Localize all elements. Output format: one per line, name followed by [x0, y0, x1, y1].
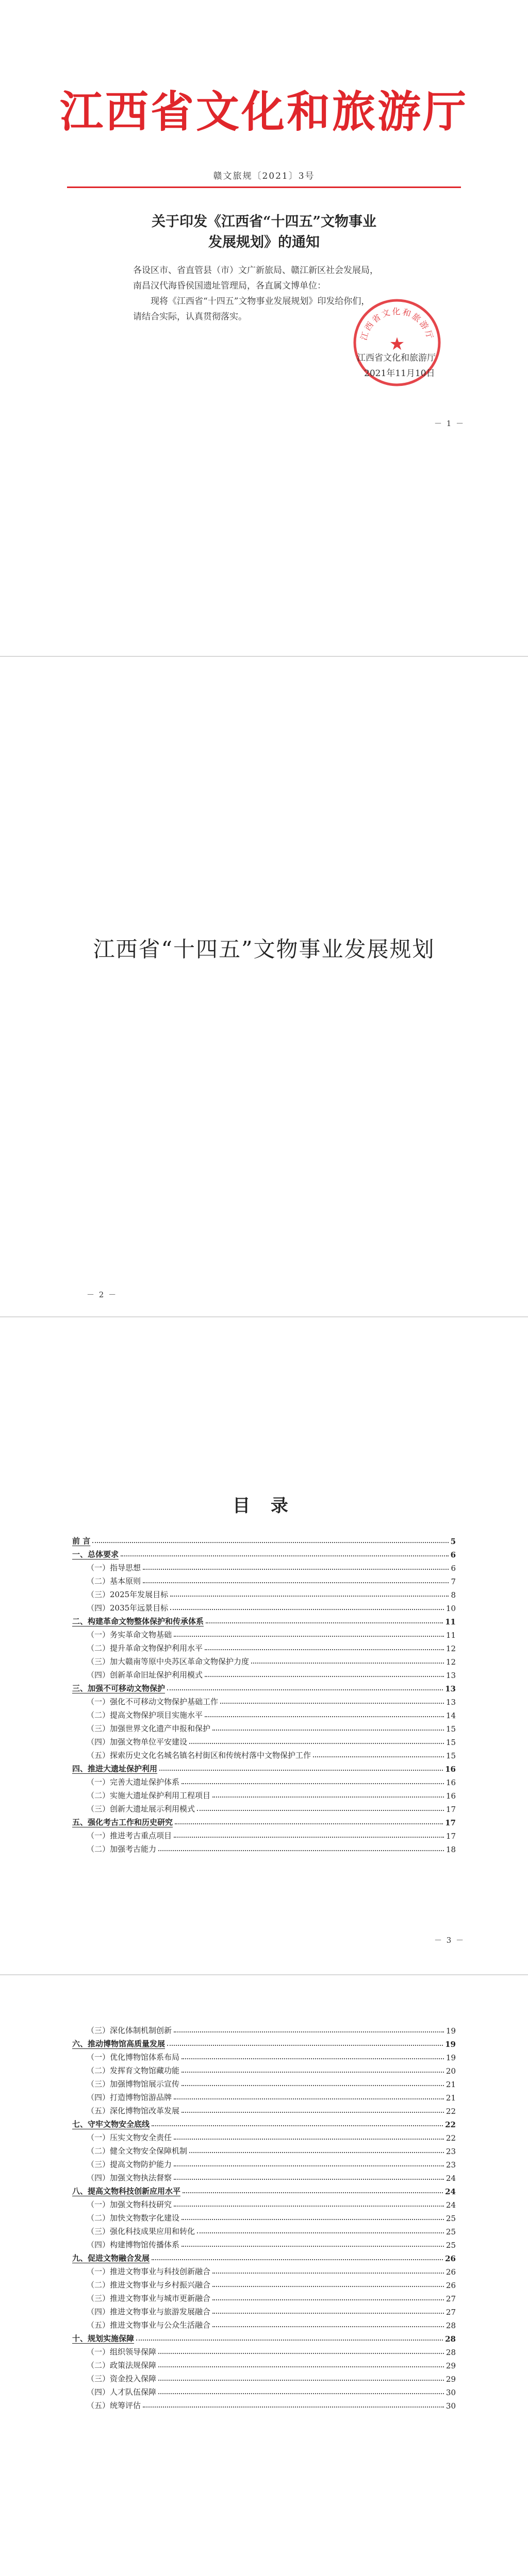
body-line1: 现将《江西省“十四五”文物事业发展规划》印发给你们，: [151, 296, 370, 307]
toc-entry[interactable]: [72, 2250, 456, 2263]
toc-entry-label: （一）加强文物科技研究: [87, 2200, 172, 2209]
toc-entry[interactable]: [72, 2156, 456, 2170]
toc-entry-label: （五）统筹评估: [87, 2401, 141, 2410]
toc-entry-page: 26: [446, 2281, 456, 2290]
toc-leader-dots: [159, 1770, 443, 1771]
toc-entry-label: （一）指导思想: [87, 1563, 141, 1572]
toc-leader-dots: [158, 2353, 444, 2354]
toc-entry-label: （四）加强文物执法督察: [87, 2173, 172, 2182]
toc-entry-page: 30: [446, 2388, 456, 2397]
toc-leader-dots: [167, 1689, 443, 1690]
toc-entry-page: 17: [446, 1805, 456, 1814]
toc-entry[interactable]: [72, 1640, 456, 1653]
toc-leader-dots: [152, 2125, 443, 2126]
toc-entry-label: （三）2025年发展目标: [87, 1590, 169, 1599]
toc-entry-label: （三）创新大遗址展示利用模式: [87, 1804, 195, 1814]
toc-leader-dots: [212, 2299, 444, 2300]
toc-leader-dots: [205, 1716, 444, 1717]
toc-leader-dots: [182, 2112, 444, 2113]
toc-list: [72, 1533, 456, 1854]
toc-entry[interactable]: [72, 2036, 456, 2049]
toc-entry-label: （三）资金投入保障: [87, 2374, 157, 2383]
toc-entry-label: 七、守牢文物安全底线: [72, 2120, 150, 2129]
addressee-line1: 各设区市、省直管县（市）文广新旅局、赣江新区社会发展局，: [133, 265, 378, 276]
toc-entry[interactable]: [72, 1533, 456, 1546]
toc-entry-page: 25: [446, 2241, 456, 2250]
toc-entry-label: （四）创新革命旧址保护利用模式: [87, 1670, 203, 1680]
toc-entry[interactable]: [72, 2170, 456, 2183]
toc-entry-label: （四）加强文物单位平安建设: [87, 1737, 188, 1747]
page-separator: [0, 1974, 528, 1975]
toc-leader-dots: [121, 1555, 449, 1556]
toc-leader-dots: [174, 2179, 444, 2180]
toc-entry-label: （三）提高文物防护能力: [87, 2160, 172, 2169]
page-separator: [0, 1316, 528, 1317]
toc-entry-label: （二）推进文物事业与乡村振兴融合: [87, 2280, 211, 2290]
toc-leader-dots: [212, 2313, 444, 2314]
toc-entry-label: 五、强化考古工作和历史研究: [72, 1818, 173, 1827]
toc-entry-label: （三）深化体制机制创新: [87, 2026, 172, 2035]
page-number-2: － 2 －: [87, 1290, 118, 1299]
toc-leader-dots: [174, 1837, 444, 1838]
toc-entry[interactable]: [72, 1546, 456, 1560]
toc-entry-page: 14: [446, 1711, 456, 1720]
toc-entry[interactable]: [72, 2196, 456, 2210]
toc-entry-label: （二）健全文物安全保障机制: [87, 2146, 188, 2156]
toc-entry-page: 15: [446, 1738, 456, 1747]
toc-entry-label: 三、加强不可移动文物保护: [72, 1684, 166, 1693]
toc-entry[interactable]: [72, 1680, 456, 1693]
toc-leader-dots: [143, 1582, 449, 1583]
toc-entry[interactable]: [72, 2317, 456, 2330]
toc-entry-page: 5: [450, 1537, 456, 1546]
toc-entry[interactable]: [72, 2236, 456, 2250]
toc-entry[interactable]: [72, 1600, 456, 1613]
toc-entry-page: 26: [446, 2267, 456, 2277]
toc-leader-dots: [206, 1622, 443, 1623]
toc-entry[interactable]: [72, 1560, 456, 1573]
toc-entry-label: 前 言: [72, 1536, 91, 1546]
toc-entry-page: 23: [446, 2160, 456, 2170]
toc-entry[interactable]: [72, 2089, 456, 2103]
toc-leader-dots: [220, 1703, 444, 1704]
toc-leader-dots: [212, 2286, 444, 2287]
toc-leader-dots: [189, 1743, 444, 1744]
toc-leader-dots: [170, 1609, 444, 1610]
toc-entry-page: 12: [446, 1644, 456, 1653]
toc-entry-page: 11: [446, 1631, 456, 1640]
toc-leader-dots: [175, 1823, 443, 1824]
toc-entry-page: 22: [446, 2107, 456, 2116]
toc-leader-dots: [182, 2058, 444, 2059]
toc-entry[interactable]: [72, 1747, 456, 1760]
toc-entry-page: 8: [451, 1590, 456, 1600]
toc-leader-dots: [143, 2406, 444, 2408]
toc-leader-dots: [251, 1663, 444, 1664]
toc-entry-page: 16: [445, 1765, 456, 1774]
toc-entry-page: 19: [445, 2040, 456, 2049]
toc-entry-page: 13: [446, 1698, 456, 1707]
toc-entry-label: （二）提升革命文物保护利用水平: [87, 1643, 203, 1653]
toc-entry-label: （一）完善大遗址保护体系: [87, 1777, 180, 1787]
toc-entry[interactable]: [72, 1827, 456, 1841]
toc-entry[interactable]: [72, 1760, 456, 1774]
red-divider: [67, 187, 461, 188]
toc-leader-dots: [158, 2393, 444, 2394]
toc-entry-label: （二）发挥育文物馆藏功能: [87, 2066, 180, 2075]
toc-entry[interactable]: [72, 1787, 456, 1801]
toc-entry-page: 19: [446, 2026, 456, 2036]
toc-entry-page: 21: [446, 2080, 456, 2089]
toc-leader-dots: [212, 2326, 444, 2327]
toc-leader-dots: [174, 2165, 444, 2166]
toc-entry-page: 10: [446, 1604, 456, 1613]
toc-entry-page: 21: [446, 2093, 456, 2103]
toc-entry-page: 28: [446, 2348, 456, 2357]
toc-entry[interactable]: [72, 2143, 456, 2156]
toc-leader-dots: [183, 2192, 443, 2193]
toc-entry-page: 16: [446, 1778, 456, 1787]
toc-entry[interactable]: [72, 1653, 456, 1667]
seal-text: 江西省文化和旅游厅: [358, 307, 436, 342]
toc-entry-page: 6: [451, 1564, 456, 1573]
toc-leader-dots: [205, 1676, 444, 1677]
toc-leader-dots: [197, 2232, 444, 2233]
plan-title: 江西省“十四五”文物事业发展规划: [93, 937, 435, 962]
toc-entry-page: 24: [446, 2200, 456, 2210]
toc-entry-page: 15: [446, 1751, 456, 1760]
toc-entry[interactable]: [72, 2277, 456, 2290]
toc-leader-dots: [182, 2246, 444, 2247]
toc-leader-dots: [174, 2031, 444, 2032]
toc-leader-dots: [158, 2366, 444, 2367]
toc-entry-page: 30: [446, 2401, 456, 2411]
toc-entry-page: 15: [446, 1724, 456, 1734]
toc-entry[interactable]: [72, 1667, 456, 1680]
toc-entry-page: 28: [446, 2321, 456, 2330]
toc-entry-page: 13: [445, 1684, 456, 1693]
toc-leader-dots: [313, 1756, 444, 1757]
toc-entry[interactable]: [72, 2049, 456, 2062]
toc-entry-page: 24: [445, 2187, 456, 2196]
page-separator: [0, 656, 528, 657]
toc-entry-page: 16: [446, 1791, 456, 1801]
signing-organization: 江西省文化和旅游厅: [357, 353, 436, 363]
toc-entry-page: 20: [446, 2066, 456, 2076]
toc-entry-label: （一）推进文物事业与科技创新融合: [87, 2267, 211, 2276]
toc-entry-page: 27: [446, 2308, 456, 2317]
toc-entry-page: 25: [446, 2227, 456, 2236]
toc-entry[interactable]: [72, 2370, 456, 2384]
toc-leader-dots: [143, 1569, 449, 1570]
toc-leader-dots: [182, 2219, 444, 2220]
toc-entry-page: 25: [446, 2214, 456, 2223]
toc-entry[interactable]: [72, 1586, 456, 1600]
notice-title-line1: 关于印发《江西省“十四五”文物事业: [151, 214, 377, 230]
toc-leader-dots: [167, 2045, 443, 2046]
toc-entry-label: （四）构建博物馆传播体系: [87, 2240, 180, 2249]
toc-entry[interactable]: [72, 2129, 456, 2143]
toc-entry-label: （四）打造博物馆游品牌: [87, 2093, 172, 2102]
toc-leader-dots: [182, 2072, 444, 2073]
toc-entry[interactable]: [72, 2210, 456, 2223]
toc-entry-label: （二）基本原则: [87, 1577, 141, 1586]
toc-entry-label: （五）推进文物事业与公众生活融合: [87, 2320, 211, 2330]
toc-entry-label: （五）深化博物馆改革发展: [87, 2106, 180, 2115]
toc-entry-label: （二）政策法规保障: [87, 2361, 157, 2370]
toc-entry-page: 6: [450, 1550, 456, 1560]
toc-entry[interactable]: [72, 1814, 456, 1827]
toc-entry-page: 11: [445, 1617, 456, 1626]
toc-entry-page: 12: [446, 1657, 456, 1667]
toc-leader-dots: [174, 2098, 444, 2099]
toc-leader-dots: [136, 2340, 443, 2341]
plan-cover-page: [0, 659, 528, 1316]
toc-entry-page: 26: [445, 2254, 456, 2263]
toc-entry-label: （一）优化博物馆体系布局: [87, 2053, 180, 2062]
toc-leader-dots: [205, 1649, 444, 1650]
toc-entry[interactable]: [72, 1613, 456, 1626]
toc-entry-page: 17: [446, 1832, 456, 1841]
toc-entry-label: （二）实施大遗址保护利用工程项目: [87, 1791, 211, 1800]
toc-entry-label: （四）人才队伍保障: [87, 2387, 157, 2397]
toc-leader-dots: [182, 1783, 444, 1784]
toc-entry[interactable]: [72, 2330, 456, 2344]
toc-entry[interactable]: [72, 2344, 456, 2357]
toc-leader-dots: [174, 2206, 444, 2207]
toc-entry[interactable]: [72, 2116, 456, 2129]
toc-leader-dots: [197, 1810, 444, 1811]
toc-entry-page: 24: [446, 2174, 456, 2183]
toc-entry-label: 十、规划实施保障: [72, 2334, 135, 2343]
toc-entry[interactable]: [72, 1774, 456, 1787]
toc-leader-dots: [158, 2380, 444, 2381]
toc-entry[interactable]: [72, 1707, 456, 1720]
toc-entry-label: （二）加快文物数字化建设: [87, 2213, 180, 2223]
toc-entry-label: （二）提高文物保护项目实施水平: [87, 1710, 203, 1720]
toc-entry[interactable]: [72, 1801, 456, 1814]
toc-entry[interactable]: [72, 2076, 456, 2089]
toc-leader-dots: [212, 2273, 444, 2274]
toc-leader-dots: [152, 2259, 443, 2260]
toc-entry-label: 二、构建革命文物整体保护和传承体系: [72, 1617, 204, 1626]
toc-entry[interactable]: [72, 1841, 456, 1854]
toc-entry[interactable]: [72, 1573, 456, 1586]
toc-entry-page: 7: [451, 1577, 456, 1586]
toc-entry-page: 17: [445, 1818, 456, 1827]
toc-entry-label: （三）加强世界文化遗产申报和保护: [87, 1724, 211, 1733]
toc-entry-page: 27: [446, 2294, 456, 2303]
toc-entry-label: （一）推进考古重点项目: [87, 1831, 172, 1840]
toc-entry-page: 29: [446, 2375, 456, 2384]
toc-entry-label: （三）强化科技成果应用和转化: [87, 2227, 195, 2236]
toc-entry-label: （三）加强博物馆展示宣传: [87, 2079, 180, 2089]
addressee-line2: 南昌汉代海昏侯国遗址管理局，各直属文博单位：: [133, 281, 326, 291]
toc-leader-dots: [92, 1542, 448, 1543]
toc-entry-label: （一）务实革命文物基础: [87, 1630, 172, 1639]
toc-entry-page: 29: [446, 2361, 456, 2370]
toc-entry[interactable]: [72, 2357, 456, 2370]
page-number-3: － 3 －: [434, 1936, 465, 1945]
toc-entry-label: 六、推动博物馆高质量发展: [72, 2039, 166, 2048]
toc-entry-page: 22: [446, 2133, 456, 2143]
toc-entry[interactable]: [72, 1693, 456, 1707]
toc-entry-label: （四）2035年远景目标: [87, 1603, 169, 1613]
toc-entry-page: 22: [445, 2120, 456, 2129]
toc-title: 目 录: [233, 1496, 295, 1516]
toc-entry[interactable]: [72, 2397, 456, 2411]
toc-leader-dots: [182, 2085, 444, 2086]
toc-entry-label: （二）加强考古能力: [87, 1844, 157, 1854]
toc-list-continued: [72, 2022, 456, 2411]
signing-date: 2021年11月10日: [364, 368, 435, 379]
toc-entry-page: 13: [446, 1671, 456, 1680]
toc-entry-label: （一）强化不可移动文物保护基础工作: [87, 1697, 219, 1706]
toc-entry-label: 八、提高文物科技创新应用水平: [72, 2187, 181, 2196]
toc-entry-label: 九、促进文物融合发展: [72, 2253, 150, 2263]
toc-entry[interactable]: [72, 2103, 456, 2116]
svg-text:★: ★: [389, 334, 405, 354]
toc-entry[interactable]: [72, 2223, 456, 2236]
document-number: 赣文旅规〔2021〕3号: [213, 171, 315, 181]
toc-entry-label: （一）压实文物安全责任: [87, 2133, 172, 2142]
toc-leader-dots: [189, 2152, 444, 2153]
toc-entry-label: （四）推进文物事业与旅游发展融合: [87, 2307, 211, 2316]
toc-entry-label: （一）组织领导保障: [87, 2347, 157, 2357]
toc-entry[interactable]: [72, 2263, 456, 2277]
toc-entry[interactable]: [72, 2384, 456, 2397]
agency-header: 江西省文化和旅游厅: [59, 86, 468, 137]
toc-leader-dots: [174, 2139, 444, 2140]
toc-entry[interactable]: [72, 2022, 456, 2036]
toc-entry[interactable]: [72, 1626, 456, 1640]
toc-entry-label: 一、总体要求: [72, 1550, 119, 1559]
toc-entry[interactable]: [72, 2303, 456, 2317]
toc-leader-dots: [170, 1596, 449, 1597]
toc-entry-page: 18: [446, 1845, 456, 1854]
toc-leader-dots: [212, 1797, 444, 1798]
toc-entry[interactable]: [72, 1720, 456, 1734]
page-number-1: － 1 －: [434, 419, 465, 428]
body-line2: 请结合实际，认真贯彻落实。: [133, 312, 247, 322]
toc-entry-page: 19: [446, 2053, 456, 2062]
toc-entry-label: （三）推进文物事业与城市更新融合: [87, 2294, 211, 2303]
toc-entry[interactable]: [72, 2290, 456, 2303]
toc-entry-label: （三）加大赣南等原中央苏区革命文物保护力度: [87, 1657, 250, 1666]
toc-leader-dots: [212, 1730, 444, 1731]
toc-entry-page: 23: [446, 2147, 456, 2156]
toc-entry[interactable]: [72, 2062, 456, 2076]
toc-leader-dots: [158, 1850, 444, 1851]
toc-entry-page: 28: [445, 2334, 456, 2344]
notice-title-line2: 发展规划》的通知: [208, 234, 320, 250]
toc-leader-dots: [174, 1636, 444, 1637]
toc-entry[interactable]: [72, 2183, 456, 2196]
toc-entry-label: 四、推进大遗址保护利用: [72, 1764, 158, 1773]
toc-entry-label: （五）探索历史文化名城名镇名村街区和传统村落中文物保护工作: [87, 1751, 311, 1760]
toc-entry[interactable]: [72, 1734, 456, 1747]
